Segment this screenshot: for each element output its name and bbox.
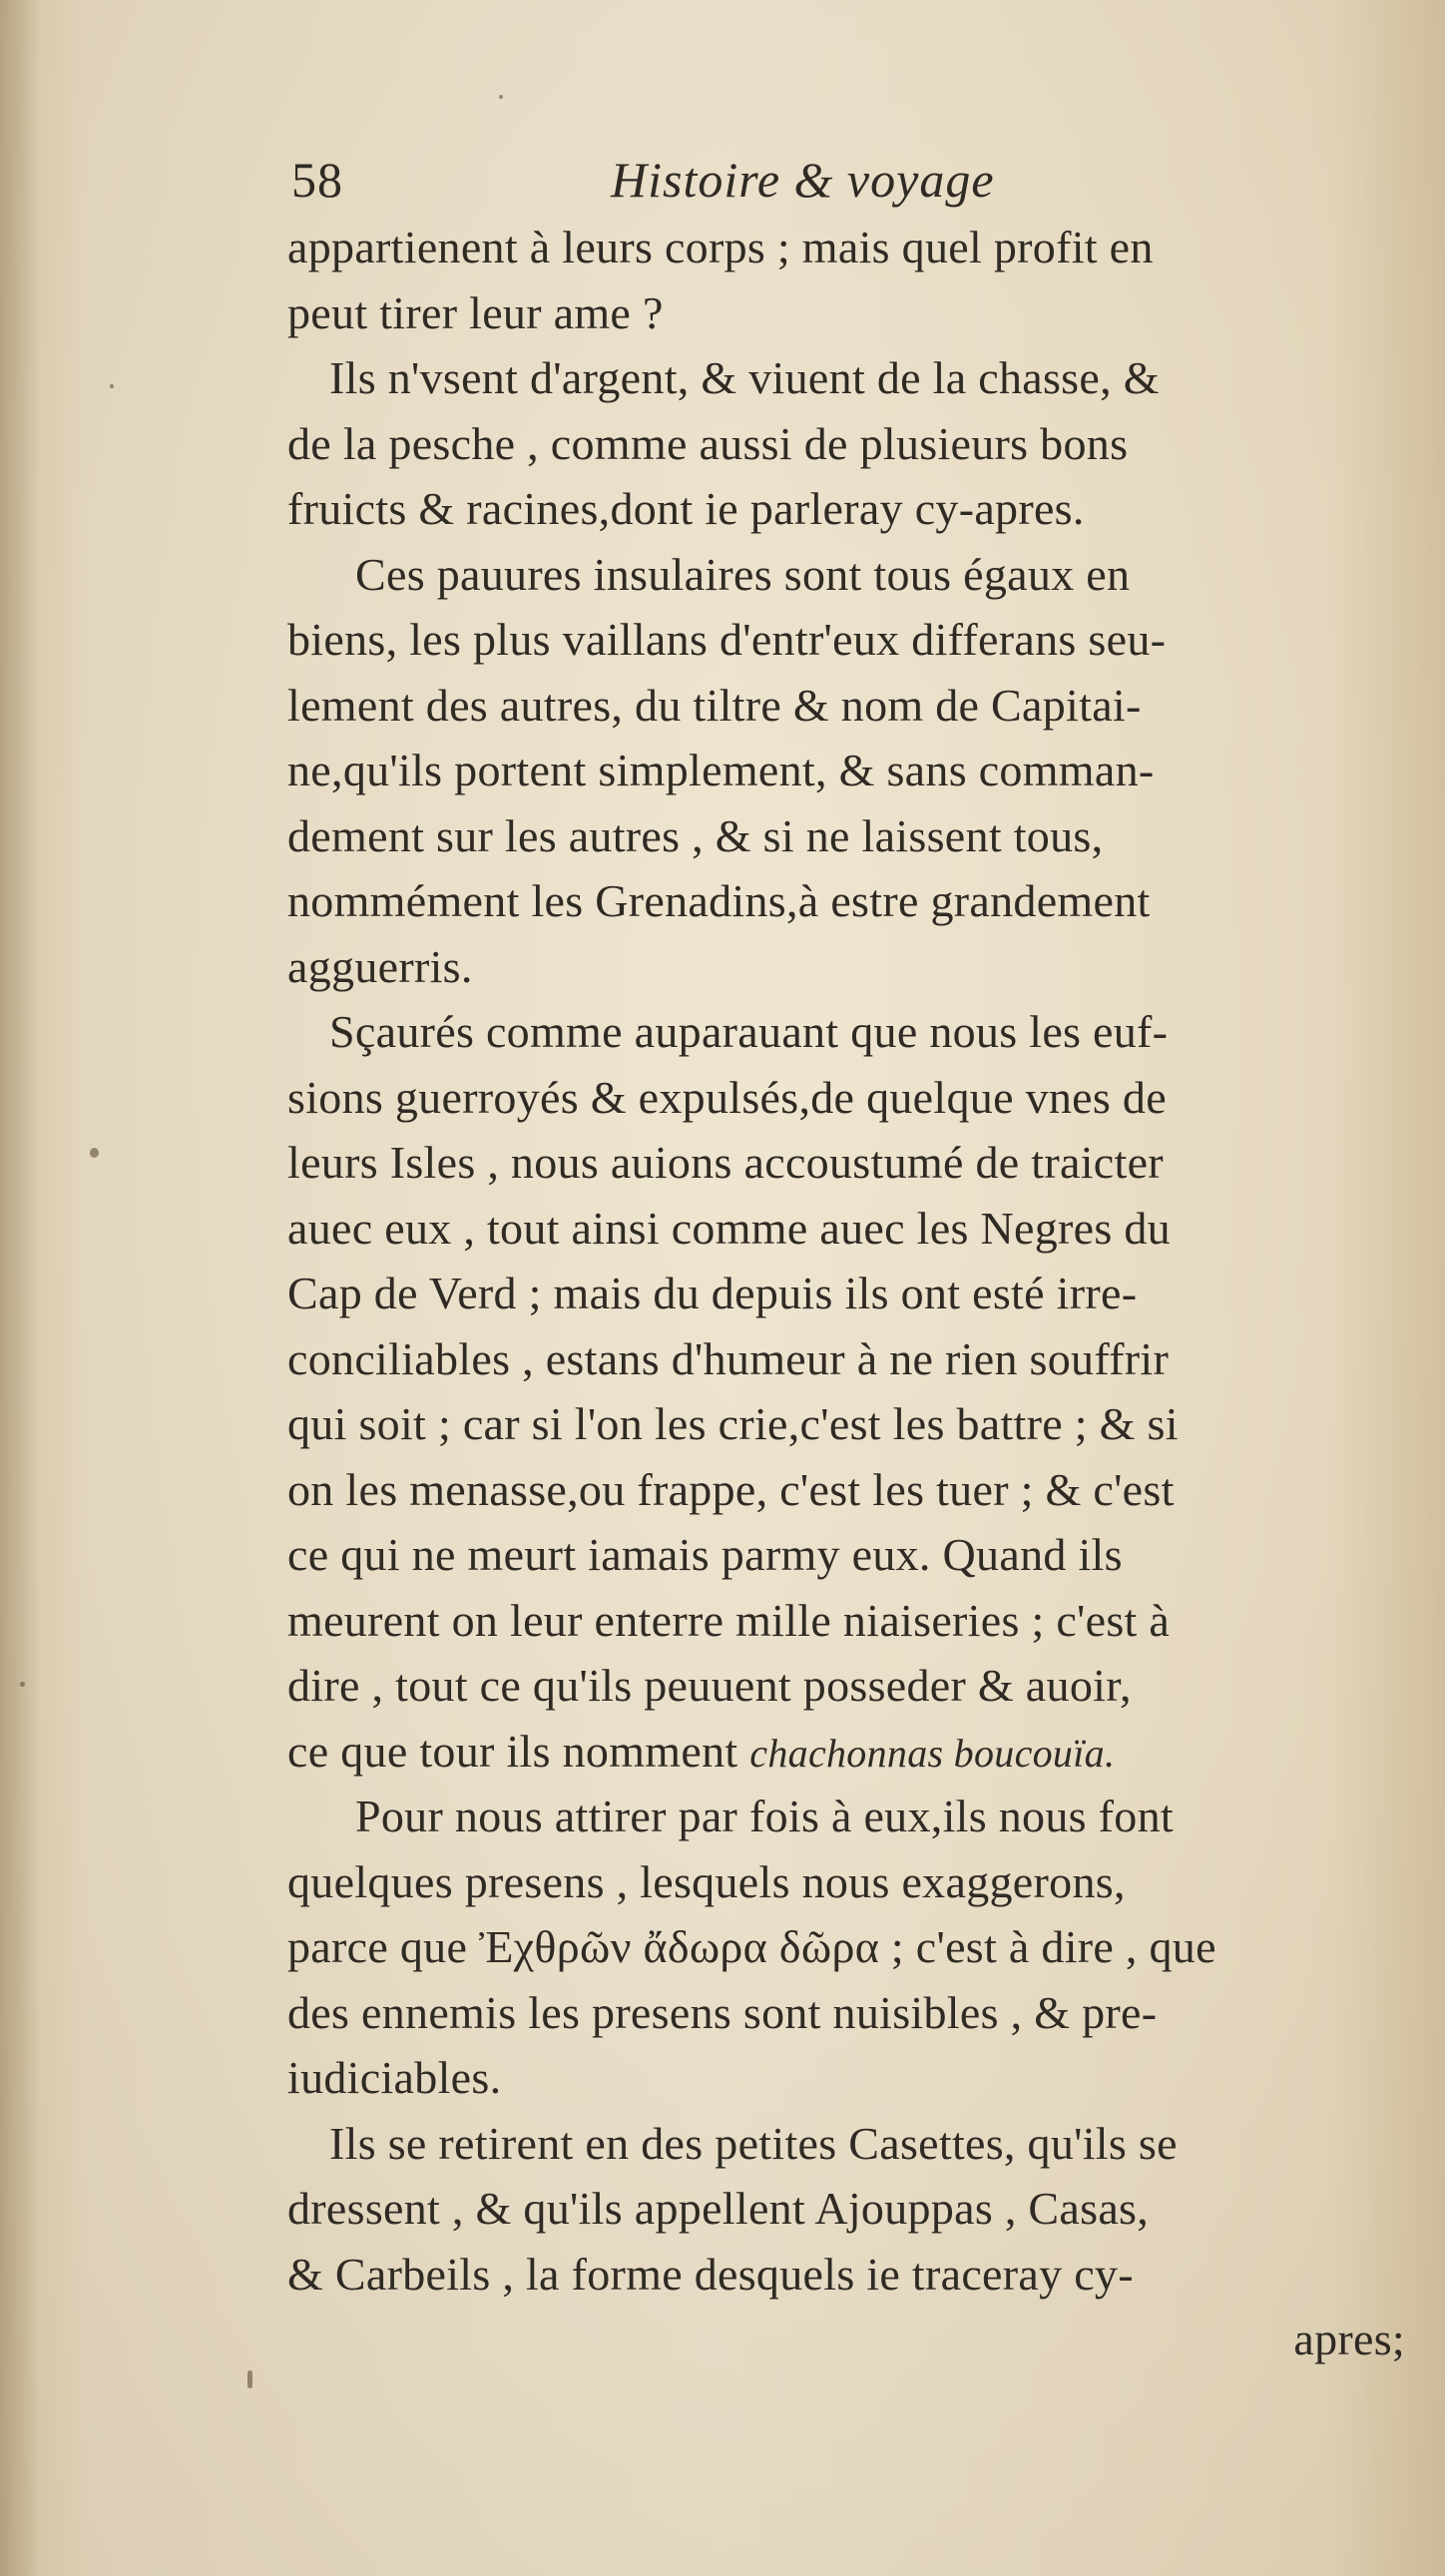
paper-speck <box>20 1682 25 1687</box>
text-line: ne,qu'ils portent simplement, & sans comman- <box>287 745 1155 795</box>
catchword: apres; <box>1293 2314 1405 2364</box>
text-line: on les menasse,ou frappe, c'est les tuer ; & c'est <box>287 1463 1175 1515</box>
text-line: peut tirer leur ame ? <box>287 286 664 338</box>
text-line: appartienent à leurs corps ; mais quel profit en <box>287 222 1154 272</box>
text-line: dire , tout ce qu'ils peuuent posseder & auoir, <box>287 1660 1132 1711</box>
text-line: dement sur les autres , & si ne laissent tous, <box>287 809 1104 861</box>
text-line: de la pesche , comme aussi de plusieurs bons <box>287 417 1129 469</box>
text-line: Cap de Verd ; mais du depuis ils ont esté irre- <box>287 1268 1138 1318</box>
paper-speck <box>247 2370 252 2388</box>
text-line: conciliables , estans d'humeur à ne rien souffrir <box>287 1332 1170 1384</box>
text-line: qui soit ; car si l'on les crie,c'est les battre ; & si <box>287 1398 1179 1449</box>
text-line: Ils n'vsent d'argent, & viuent de la chasse, & <box>329 352 1160 403</box>
text-line: dressent , & qu'ils appellent Ajouppas , Casas, <box>287 2183 1150 2234</box>
text-line: Pour nous attirer par fois à eux,ils nous font <box>355 1791 1174 1841</box>
paper-speck <box>499 95 503 99</box>
text-line: fruicts & racines,dont ie parleray cy-apres. <box>287 483 1085 534</box>
text-line-with-italic <box>287 1719 1405 1785</box>
text-line: parce que Ἐχθρῶν ἄδωρα δῶρα ; c'est à dire , que <box>287 1921 1216 1972</box>
text-line: Ils se retirent en des petites Casettes, qu'ils se <box>329 2117 1178 2169</box>
text-line: ce qui ne meurt iamais parmy eux. Quand ils <box>287 1529 1123 1580</box>
page-number: 58 <box>291 152 343 208</box>
running-head <box>291 148 1190 218</box>
text-line: biens, les plus vaillans d'entr'eux differans seu- <box>287 614 1167 665</box>
spine-shadow <box>0 0 40 2576</box>
text-line: des ennemis les presens sont nuisibles , & pre- <box>287 1986 1158 2038</box>
paper-speck <box>110 384 114 388</box>
text-line: & Carbeils , la forme desquels ie traceray cy- <box>287 2248 1134 2300</box>
text-line: sions guerroyés & expulsés,de quelque vnes de <box>287 1071 1167 1123</box>
text-line: lement des autres, du tiltre & nom de Capitai- <box>287 679 1142 731</box>
text-line: Sçaurés comme auparauant que nous les euf- <box>329 1006 1169 1057</box>
text-segment: ce que tour ils nomment <box>287 1725 738 1777</box>
text-line: auec eux , tout ainsi comme auec les Negres du <box>287 1202 1171 1254</box>
text-line: quelques presens , lesquels nous exaggerons, <box>287 1855 1126 1907</box>
paper-speck <box>90 1148 99 1158</box>
body-text <box>287 215 1405 2372</box>
running-title: Histoire & voyage <box>611 152 995 208</box>
text-line: agguerris. <box>287 940 473 992</box>
text-line: meurent on leur enterre mille niaiseries ; c'est à <box>287 1594 1171 1646</box>
text-line: iudiciables. <box>287 2052 502 2103</box>
text-line: leurs Isles , nous auions accoustumé de traicter <box>287 1137 1164 1188</box>
text-line: nommément les Grenadins,à estre grandement <box>287 875 1151 926</box>
italic-phrase: chachonnas boucouïa. <box>749 1730 1116 1776</box>
text-line: Ces pauures insulaires sont tous égaux en <box>355 548 1131 600</box>
